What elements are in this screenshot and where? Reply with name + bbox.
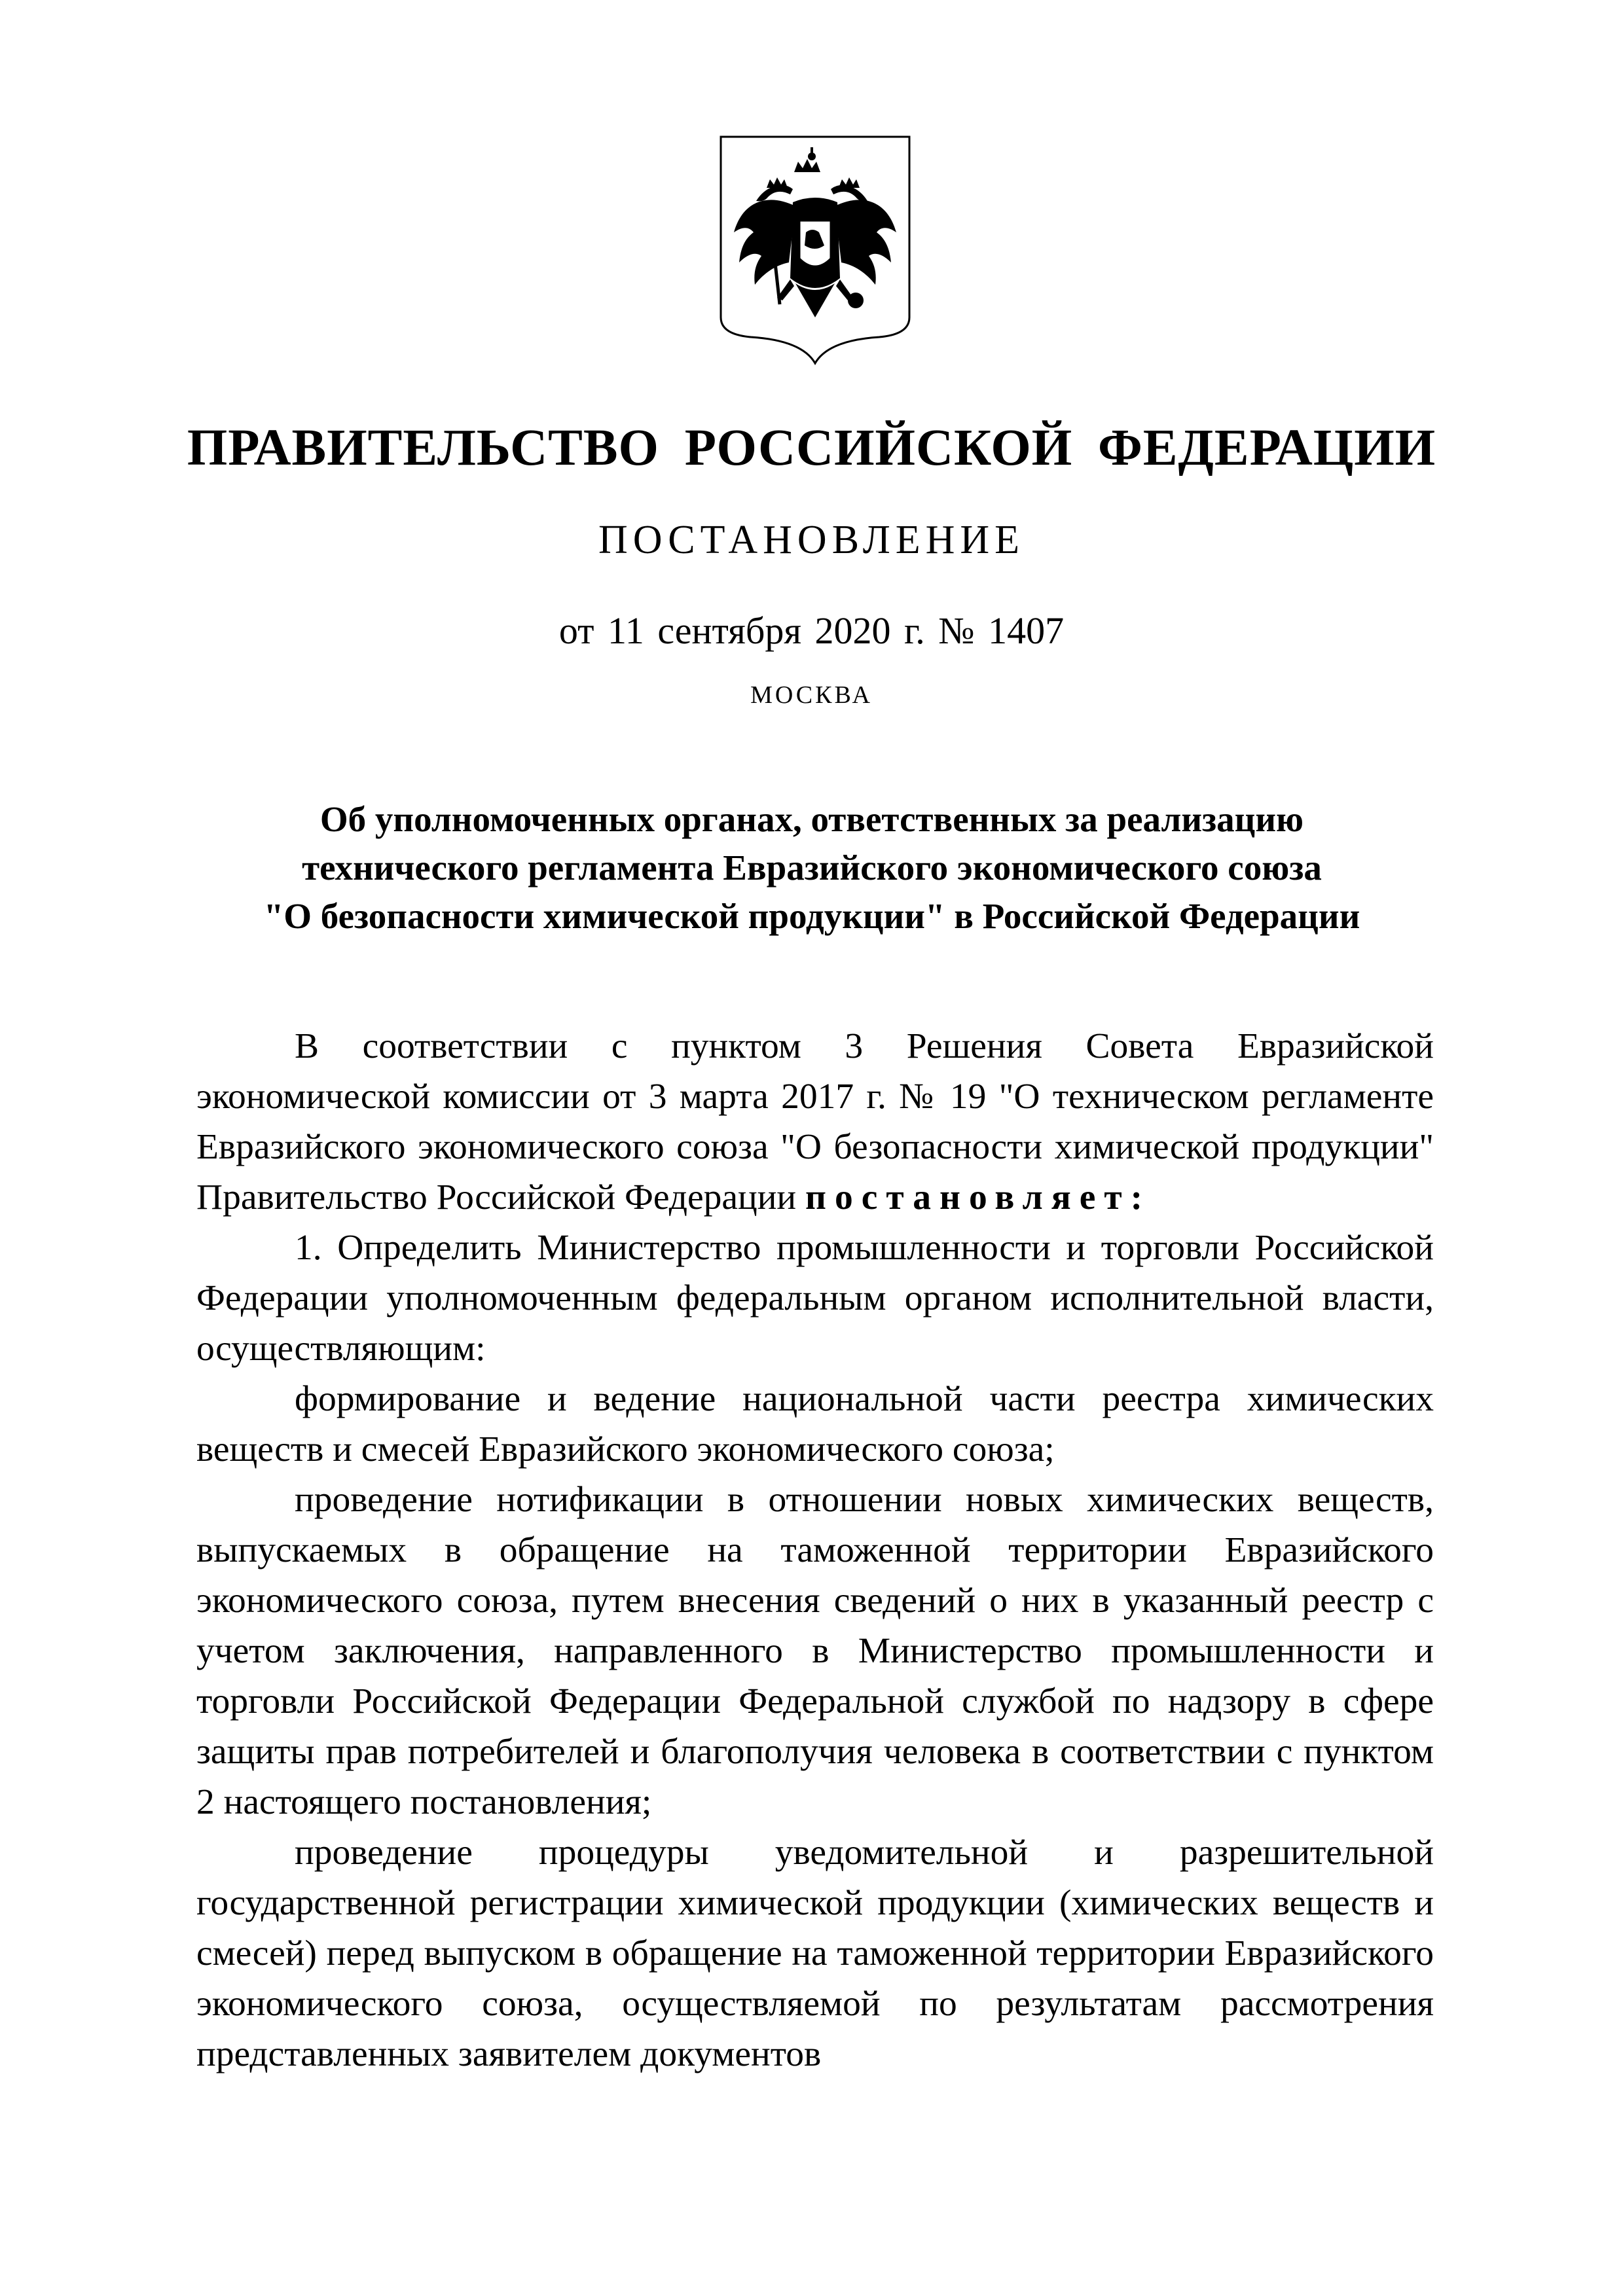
decree-word: постановляет: (805, 1177, 1152, 1217)
document-body (196, 1021, 1434, 2079)
document-city: МОСКВА (750, 681, 873, 709)
subject-line: технического регламента Евразийского экономического союза (302, 848, 1322, 888)
document-date-number: от 11 сентября 2020 г. № 1407 (558, 609, 1065, 652)
government-title: ПРАВИТЕЛЬСТВО РОССИЙСКОЙ ФЕДЕРАЦИИ (187, 420, 1436, 476)
coat-of-arms-emblem (717, 134, 913, 367)
russian-coat-of-arms-icon (717, 134, 913, 367)
body-paragraph: проведение нотификации в отношении новых химических веществ, выпускаемых в обращение на таможенной территории Евразийского экономического союза, путем внесения сведений о них в указанный реестр с учетом заключения, направленного в Министерство промышленности и торговли Российской Федерации Федеральной службой по надзору в сфере защиты прав потребителей и благополучия человека в соответствии с пунктом 2 настоящего постановления; (196, 1480, 1434, 1822)
body-paragraph: формирование и ведение национальной части реестра химических веществ и смесей Евразийского экономического союза; (196, 1379, 1434, 1469)
body-paragraph: 1. Определить Министерство промышленности и торговли Российской Федерации уполномоченным федеральным органом исполнительной власти, осуществляющим: (196, 1228, 1434, 1369)
preamble-paragraph (196, 1021, 1434, 1223)
body-paragraph: проведение процедуры уведомительной и разрешительной государственной регистрации химической продукции (химических веществ и смесей) перед выпуском в обращение на таможенной территории Евразийского экономического союза, осуществляемой по результатам рассмотрения представленных заявителем документов (196, 1833, 1434, 2074)
document-subject (196, 795, 1427, 941)
subject-line: "О безопасности химической продукции" в Российской Федерации (263, 896, 1360, 936)
document-type: ПОСТАНОВЛЕНИЕ (598, 518, 1025, 562)
subject-line: Об уполномоченных органах, ответственных за реализацию (319, 799, 1304, 839)
preamble-text: В соответствии с пунктом 3 Решения Совета Евразийской экономической комиссии от 3 марта 2017 г. № 19 "О техническом регламенте Евразийского экономического союза "О безопасности химической продукции" Правительство Российской Федерации (196, 1026, 1434, 1217)
